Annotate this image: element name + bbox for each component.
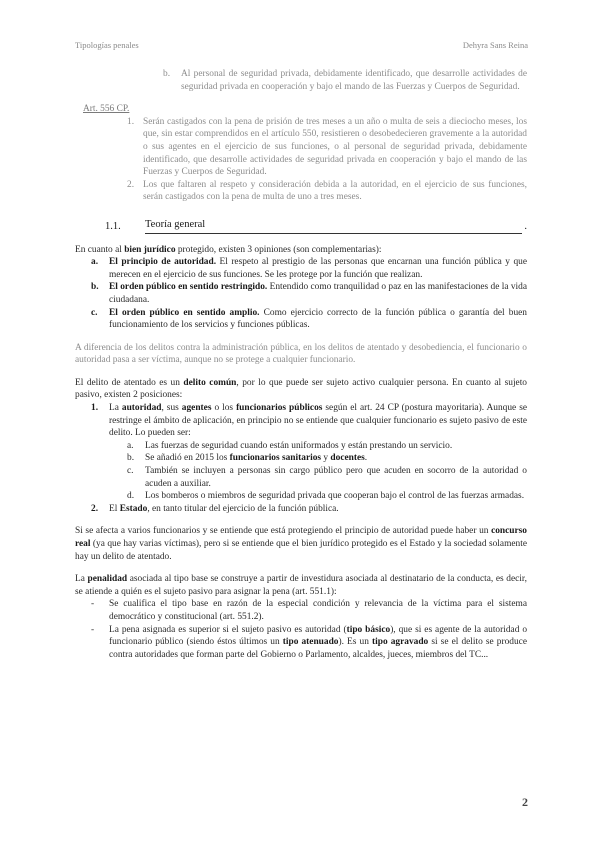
text: El delito de atentado es un [75, 377, 184, 388]
text: y [321, 453, 331, 464]
list-text: Las fuerzas de seguridad cuando están uniformados y están prestando un servicio. [145, 440, 453, 451]
list-marker: 1. [91, 403, 99, 414]
text: si se el delito se produce contra autoridades que forman parte del Gobierno o Parlamento, alcaldes, jueces, miembros del TC... [109, 637, 527, 660]
list-text: Los que faltaren al respeto y consideración debida a la autoridad, en el ejercicio de sus funciones, serán castigados con la pena de multa de uno a tres meses. [143, 179, 527, 203]
bold-text: funcionarios sanitarios [229, 453, 322, 464]
bold-text: agentes [181, 403, 212, 414]
page-body [75, 68, 527, 661]
sub-item [127, 452, 527, 465]
bold-text: Estado [119, 503, 148, 514]
bold-text: tipo básico [346, 624, 391, 635]
text: Si se afecta a varios funcionarios y se entiende que está protegiendo el principio de autoridad puede haber un [75, 526, 492, 537]
subject-item [91, 402, 527, 440]
text: La pena asignada es superior si el sujeto pasivo es autoridad ( [109, 624, 347, 635]
subject-item [91, 503, 527, 516]
bold-text: tipo atenuado [282, 637, 339, 648]
list-marker: a. [91, 257, 99, 268]
bold-text: bien jurídico [124, 244, 176, 255]
paragraph [75, 244, 527, 257]
text: Se añadió en 2015 los [145, 453, 230, 464]
dash-item [91, 598, 527, 623]
text: Entendido como tranquilidad o paz en las manifestaciones de la vida ciudadana. [109, 282, 527, 305]
bold-text: penalidad [87, 574, 128, 585]
header-right: Dehyra Sans Reina [462, 40, 528, 50]
text: . [364, 453, 368, 464]
bold-text: tipo agravado [372, 637, 429, 648]
dash-item [91, 624, 527, 662]
text: (ya que hay varias víctimas), pero si se entiende que el bien jurídico protegido es el Estado y la sociedad solamente hay un delito de atentado. [75, 539, 527, 562]
text: La [109, 403, 122, 414]
text: Como ejercicio correcto de la función pública o garantía del buen funcionamiento de los servicios y funciones públicas. [109, 307, 527, 331]
text: o los [211, 403, 237, 414]
list-text: Se cualifica el tipo base en razón de la especial condición y relevancia de la víctima para el sistema democrático y constitucional (art. 551.2). [109, 599, 527, 622]
section-heading [105, 219, 527, 234]
list-marker: b. [163, 69, 171, 79]
header-left: Tipologías penales [75, 40, 139, 50]
article-item [127, 116, 527, 179]
paragraph [75, 377, 527, 402]
article-item [127, 179, 527, 204]
text: La [75, 574, 88, 585]
opinion-item [91, 256, 527, 281]
list-text: También se incluyen a personas sin cargo público pero que acuden en socorro de la autoridad o acuden a auxiliar. [145, 466, 527, 489]
bold-text: funcionarios públicos [236, 403, 323, 414]
list-marker: 2. [91, 503, 99, 514]
section-number: 1.1. [105, 220, 121, 232]
bold-text: El orden público en sentido restringido. [109, 282, 268, 293]
list-marker: 1. [127, 116, 135, 127]
bold-text: docentes [330, 453, 365, 464]
list-marker: - [91, 599, 95, 610]
bold-text: El orden público en sentido amplio. [109, 307, 260, 318]
list-marker: c. [91, 307, 98, 318]
list-text: Serán castigados con la pena de prisión de tres meses a un año o multa de seis a dieciocho meses, los que, sin estar comprendidos en el artículo 550, resistieren o desobedecieren gravemente a la autoridad o sus agentes en el ejercicio de sus funciones, o al personal de seguridad privada, debidamente identificado, que desarrolle actividades de seguridad privada en cooperación y bajo el mando de las Fuerzas y Cuerpos de Seguridad. [143, 116, 527, 178]
list-marker: b. [91, 282, 99, 293]
list-text: Los bomberos o miembros de seguridad privada que cooperan bajo el control de las fuerzas armadas. [145, 491, 525, 502]
sub-item [127, 465, 527, 490]
text: , sus [161, 403, 182, 414]
text: , por lo que puede ser sujeto activo cualquier persona. En cuanto al sujeto pasivo, existen 2 posiciones: [75, 377, 527, 401]
paragraph: A diferencia de los delitos contra la administración pública, en los delitos de atentado y desobediencia, el funcionario o autoridad pasa a ser víctima, aunque no se protege a cualquier funcionario. [75, 342, 527, 366]
sub-item [127, 440, 527, 453]
list-marker: a. [127, 440, 134, 451]
text: asociada al tipo base se construye a partir de investidura asociada al destinatario de la conducta, es decir, se atiende a quién es el sujeto pasivo para asignar la pena (art. 551.1): [75, 574, 527, 597]
text: , en tanto titular del ejercicio de la función pública. [147, 503, 339, 514]
opinion-item [91, 281, 527, 306]
text: ), que si es agente de la autoridad o funcionario público (siendo éstos últimos un [109, 624, 528, 648]
top-list-item [163, 68, 527, 93]
list-marker: d. [127, 491, 135, 502]
article-label: Art. 556 CP. [83, 104, 130, 115]
sub-item [127, 490, 527, 503]
page-number: 2 [522, 795, 528, 809]
text: según el art. 24 CP (postura mayoritaria). Aunque se restringe el ámbito de aplicación, en principio no se entiende que cualquier funcionario es sujeto pasivo de este delito. Lo pueden ser: [109, 403, 528, 439]
bold-text: El principio de autoridad. [109, 257, 217, 268]
text: El [109, 503, 120, 514]
list-text: Al personal de seguridad privada, debidamente identificado, que desarrolle actividades de seguridad privada en cooperación y bajo el mando de las Fuerzas y Cuerpos de Seguridad. [181, 69, 527, 92]
text: En cuanto al [75, 244, 125, 255]
bold-text: autoridad [121, 403, 162, 414]
list-marker: b. [127, 453, 135, 464]
paragraph [75, 525, 527, 563]
text: protegido, existen 3 opiniones (son complementarias): [175, 244, 382, 255]
section-end: . [524, 220, 527, 232]
text: El respeto al prestigio de las personas que encarnan una función pública y que merecen en el ejercicio de sus funciones. Se les protege por la función que realizan. [109, 257, 527, 280]
opinion-item [91, 307, 527, 332]
list-marker: 2. [127, 179, 135, 190]
text: ). Es un [338, 637, 372, 648]
bold-text: concurso real [75, 526, 527, 549]
list-marker: c. [127, 466, 134, 477]
paragraph [75, 573, 527, 598]
section-title: Teoría general [145, 219, 522, 234]
bold-text: delito común [183, 377, 237, 388]
list-marker: - [91, 624, 95, 635]
